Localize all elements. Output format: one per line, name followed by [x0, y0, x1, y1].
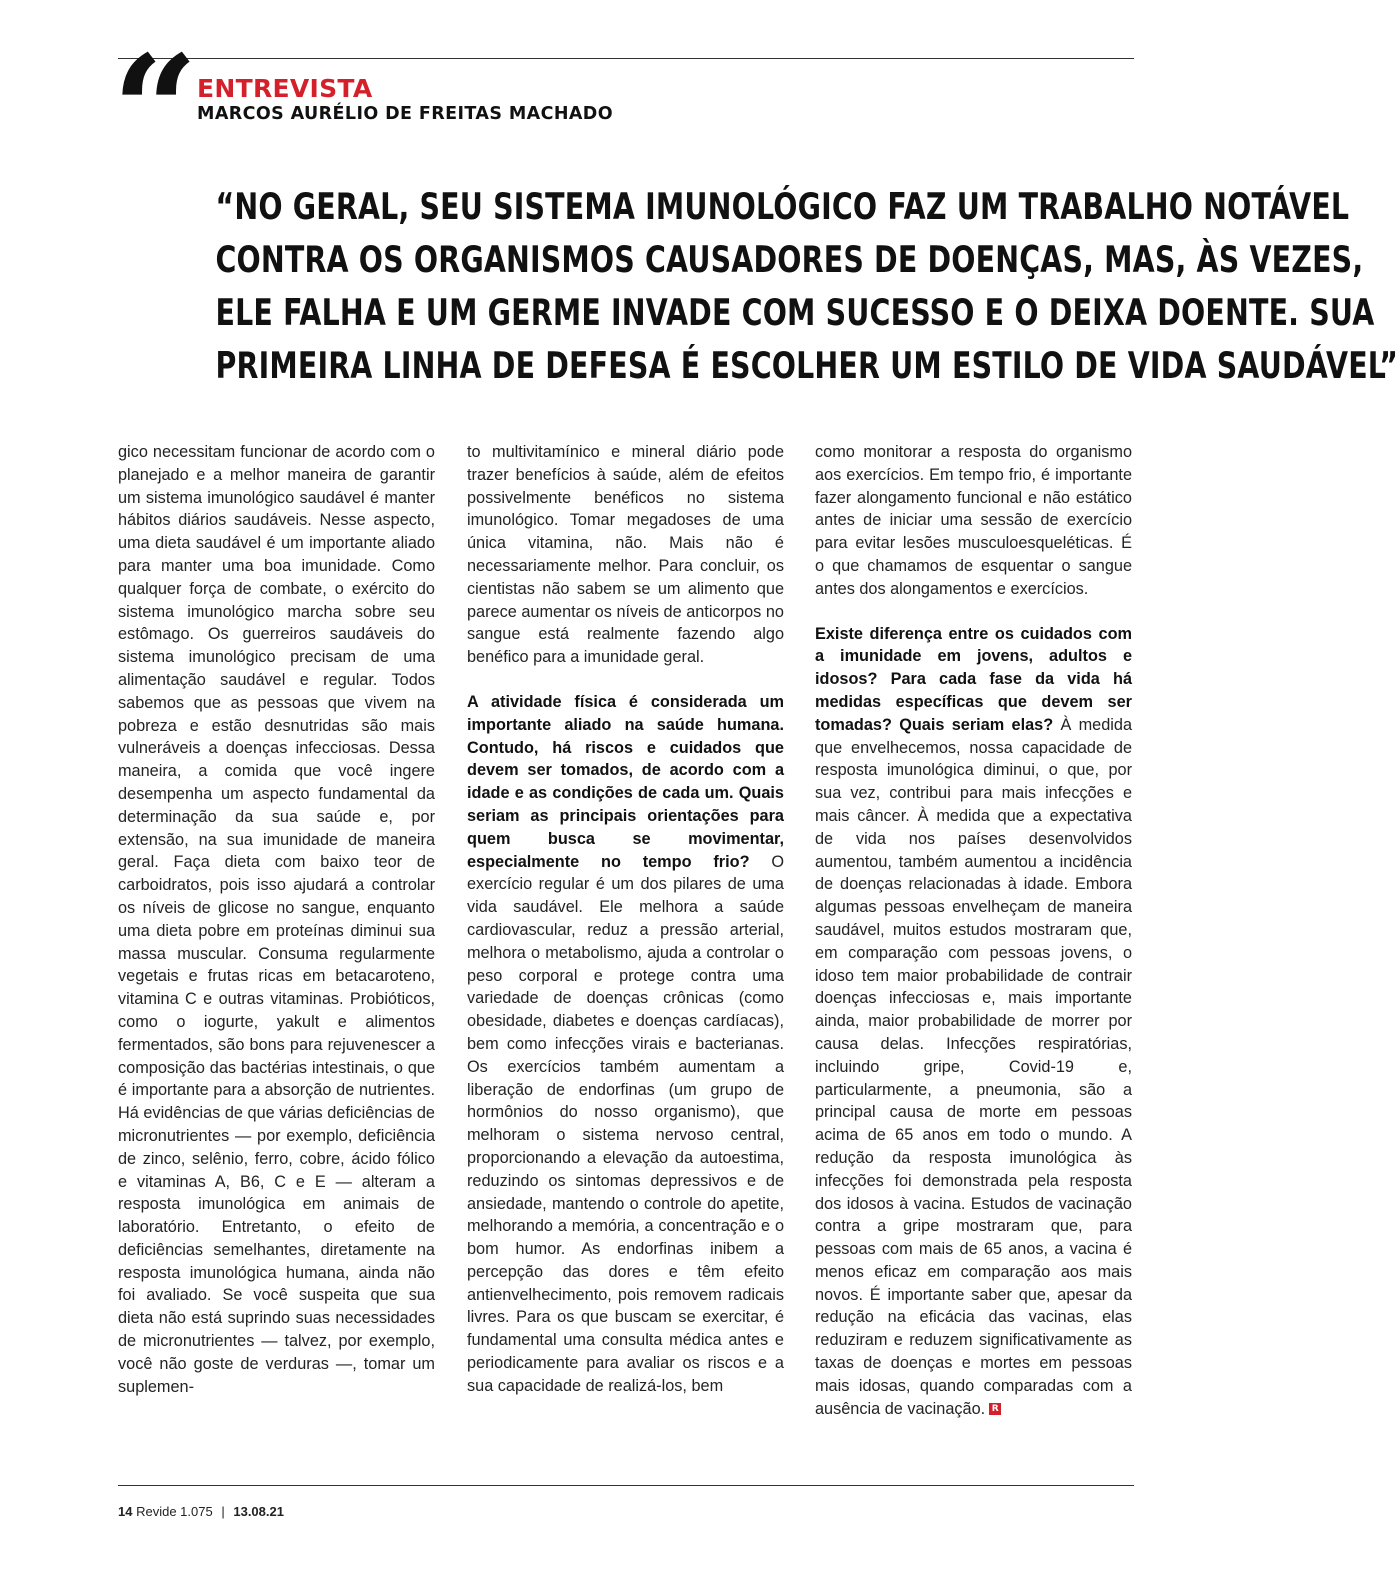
interview-question: A atividade física é considerada um importante aliado na saúde humana. Contudo, há riscos e cuidados que devem ser tomados, de acordo com a idade e as condições de cada um. Quais seriam as principais orientações para quem busca se movimentar, especialmente no tempo frio? — [467, 692, 784, 871]
article-column-2 — [467, 441, 784, 1398]
interviewee-name: MARCOS AURÉLIO DE FREITAS MACHADO — [197, 104, 614, 124]
section-label: ENTREVISTA — [197, 74, 373, 103]
paragraph-gap — [815, 601, 1132, 623]
page-footer — [118, 1504, 284, 1519]
article-column-3 — [815, 441, 1132, 1420]
interview-answer: O exercício regular é um dos pilares de uma vida saudável. Ele melhora a saúde cardiovascular, reduz a pressão arterial, melhora o metabolismo, ajuda a controlar o peso corporal e protege contra uma variedade de doenças crônicas (como obesidade, diabetes e doenças cardíacas), bem como infecções virais e bacterianas. Os exercícios também aumentam a liberação de endorfinas (um grupo de hormônios do nosso organismo), que melhoram o sistema nervoso central, proporcionando a elevação da autoestima, reduzindo os sintomas depressivos e de ansiedade, mantendo o controle do apetite, melhorando a memória, a concentração e o bom humor. As endorfinas inibem a percepção das dores e têm efeito antienvelhecimento, pois removem radicais livres. Para os que buscam se exercitar, é fundamental uma consulta médica antes e periodicamente para avaliar os riscos e a sua capacidade de realizá-los, bem — [467, 852, 784, 1395]
paragraph-gap — [467, 669, 784, 691]
article-column-1 — [118, 441, 435, 1398]
pull-quote-line: ELE FALHA E UM GERME INVADE COM SUCESSO E O DEIXA DOENTE. SUA — [215, 291, 1375, 334]
interview-question: Existe diferença entre os cuidados com a imunidade em jovens, adultos e idosos? Para cada fase da vida há medidas específicas que devem ser tomadas? Quais seriam elas? — [815, 624, 1132, 734]
body-paragraph: to multivitamínico e mineral diário pode trazer benefícios à saúde, além de efeitos possivelmente benéficos no sistema imunológico. Tomar megadoses de uma única vitamina, não. Mais não é necessariamente melhor. Para concluir, os cientistas não sabem se um alimento que parece aumentar os níveis de anticorpos no sangue está realmente fazendo algo benéfico para a imunidade geral. — [467, 443, 784, 667]
quote-mark-icon: “ — [112, 23, 181, 199]
pull-quote — [215, 180, 1398, 392]
body-paragraph: como monitorar a resposta do organismo aos exercícios. Em tempo frio, é importante fazer alongamento funcional e não estático antes de iniciar uma sessão de exercício para evitar lesões musculoesqueléticas. É o que chamamos de esquentar o sangue antes dos alongamentos e exercícios. — [815, 443, 1132, 598]
body-paragraph: gico necessitam funcionar de acordo com o planejado e a melhor maneira de garantir um sistema imunológico saudável é manter hábitos diários saudáveis. Nesse aspecto, uma dieta saudável é um importante aliado para manter uma boa imunidade. Como qualquer força de combate, o exército do sistema imunológico marcha sobre seu estômago. Os guerreiros saudáveis do sistema imunológico precisam de uma alimentação saudável e regular. Todos sabemos que as pessoas que vivem na pobreza e estão desnutridas são mais vulneráveis a doenças infecciosas. Dessa maneira, a comida que você ingere desempenha um aspecto fundamental da determinação da sua saúde e, por extensão, na sua imunidade de maneira geral. Faça dieta com baixo teor de carboidratos, pois isso ajudará a controlar os níveis de glicose no sangue, enquanto uma dieta pobre em proteínas diminui sua massa muscular. Consuma regularmente vegetais e frutas ricas em betacaroteno, vitamina C e outras vitaminas. Probióticos, como o iogurte, yakult e alimentos fermentados, são bons para rejuvenescer a composição das bactérias intestinais, o que é importante para a absorção de nutrientes. Há evidências de que várias deficiências de micronutrientes — por exemplo, deficiência de zinco, selênio, ferro, cobre, ácido fólico e vitaminas A, B6, C e E — alteram a resposta imunológica em animais de laboratório. Entretanto, o efeito de deficiências semelhantes, diretamente na resposta imunológica humana, ainda não foi avaliado. Se você suspeita que sua dieta não está suprindo suas necessidades de micronutrientes — talvez, por exemplo, você não goste de verduras —, tomar um suplemen- — [118, 443, 435, 1396]
issue-date: 13.08.21 — [233, 1504, 284, 1519]
end-mark-icon: R — [989, 1403, 1001, 1415]
footer-separator: | — [221, 1504, 225, 1519]
bottom-rule — [118, 1485, 1134, 1486]
pull-quote-line: “NO GERAL, SEU SISTEMA IMUNOLÓGICO FAZ UM TRABALHO NOTÁVEL — [215, 185, 1350, 228]
top-rule — [118, 58, 1134, 59]
qa-paragraph — [815, 623, 1132, 1421]
qa-paragraph — [467, 691, 784, 1398]
pull-quote-line: PRIMEIRA LINHA DE DEFESA É ESCOLHER UM ESTILO DE VIDA SAUDÁVEL” — [215, 344, 1398, 387]
magazine-issue: Revide 1.075 — [136, 1504, 213, 1519]
interview-answer: À medida que envelhecemos, nossa capacidade de resposta imunológica diminui, o que, por sua vez, contribui para mais infecções e mais câncer. À medida que a expectativa de vida nos países desenvolvidos aumentou, também aumentou a incidência de doenças relacionadas à idade. Embora algumas pessoas envelheçam de maneira saudável, muitos estudos mostraram que, em comparação com pessoas jovens, o idoso tem maior probabilidade de contrair doenças infecciosas e, mais importante ainda, maior probabilidade de morrer por causa delas. Infecções respiratórias, incluindo gripe, Covid-19 e, particularmente, a pneumonia, são a principal causa de morte em pessoas acima de 65 anos em todo o mundo. A redução da resposta imunológica às infecções foi demonstrada pela resposta dos idosos à vacina. Estudos de vacinação contra a gripe mostraram que, para pessoas com mais de 65 anos, a vacina é menos eficaz em comparação aos mais novos. É importante saber que, apesar da redução na eficácia das vacinas, elas reduziram e reduzem significativamente as taxas de doenças e mortes em pessoas mais idosas, quando comparadas com a ausência de vacinação. — [815, 715, 1132, 1418]
pull-quote-line: CONTRA OS ORGANISMOS CAUSADORES DE DOENÇAS, MAS, ÀS VEZES, — [215, 238, 1364, 281]
page-number: 14 — [118, 1504, 133, 1519]
